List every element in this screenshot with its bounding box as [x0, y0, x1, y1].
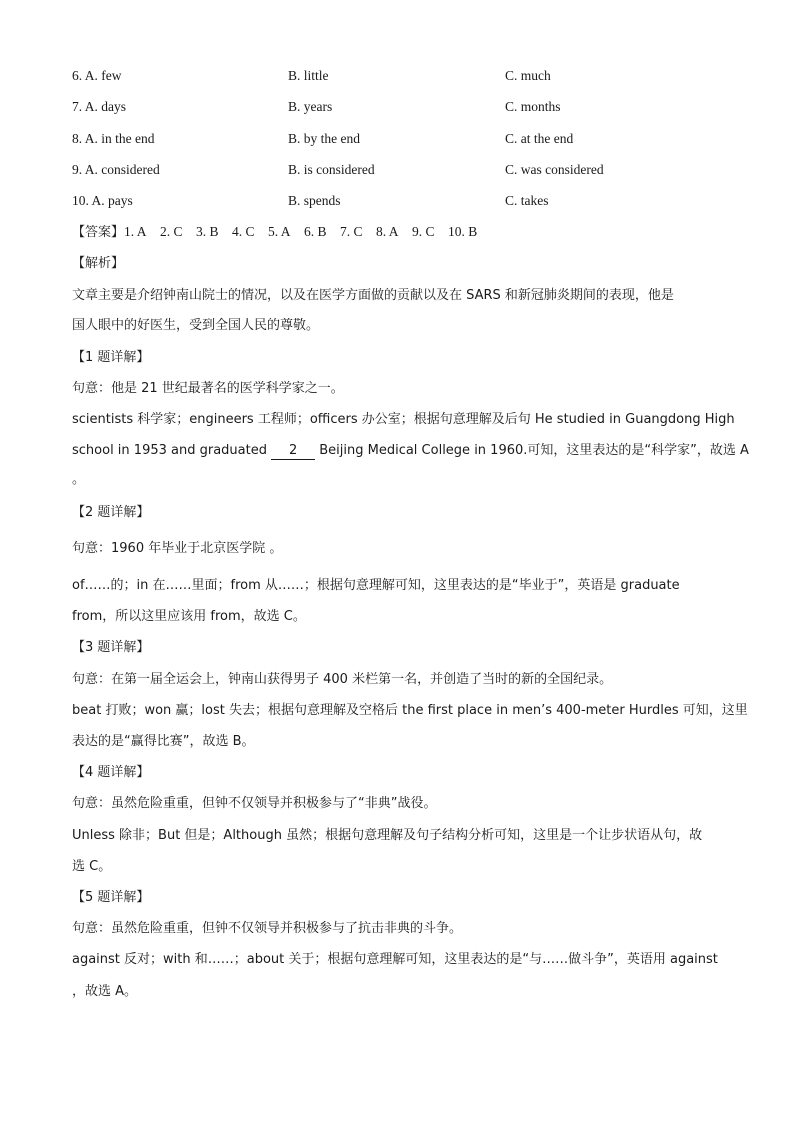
answer-item: 8. A — [376, 224, 399, 239]
option-8-a: 8. A. in the end — [72, 131, 155, 146]
q5-explanation-line: ，故选 A。 — [72, 984, 138, 999]
option-7-b: B. years — [288, 99, 333, 114]
option-8-b: B. by the end — [288, 131, 360, 146]
answer-item: 5. A — [268, 224, 291, 239]
q3-heading: 【3 题详解】 — [72, 640, 150, 655]
option-10-a: 10. A. pays — [72, 193, 133, 208]
answer-item: 1. A — [124, 224, 147, 239]
option-9-b: B. is considered — [288, 162, 375, 177]
q2-explanation-line: from，所以这里应该用 from，故选 C。 — [72, 609, 306, 624]
q4-explanation-line: Unless 除非；But 但是；Although 虽然；根据句意理解及句子结构分析可知，这里是一个让步状语从句，故 — [72, 828, 703, 843]
q4-explanation-line: 选 C。 — [72, 859, 112, 874]
option-row-10 — [72, 191, 732, 211]
analysis-heading: 【解析】 — [72, 256, 125, 271]
option-10-b: B. spends — [288, 193, 341, 208]
option-6-a: 6. A. few — [72, 68, 122, 83]
q1-blank: 2 — [271, 443, 315, 460]
q1-meaning: 句意：他是 21 世纪最著名的医学科学家之一。 — [72, 381, 344, 396]
q5-explanation-line: against 反对；with 和……；about 关于；根据句意理解可知，这里表达的是“与……做斗争”，英语用 against — [72, 952, 718, 967]
option-row-6 — [72, 66, 732, 86]
answer-label: 【答案】 — [72, 225, 125, 240]
option-7-c: C. months — [505, 99, 561, 114]
q1-heading: 【1 题详解】 — [72, 350, 150, 365]
q2-heading: 【2 题详解】 — [72, 505, 150, 520]
option-6-c: C. much — [505, 68, 551, 83]
q5-heading: 【5 题详解】 — [72, 890, 150, 905]
answer-item: 10. B — [448, 224, 478, 239]
option-row-7 — [72, 97, 732, 117]
answer-item: 9. C — [412, 224, 435, 239]
q1-explanation-line: scientists 科学家；engineers 工程师；officers 办公室；根据句意理解及后句 He studied in Guangdong High — [72, 412, 735, 427]
q3-meaning: 句意：在第一届全运会上，钟南山获得男子 400 米栏第一名，并创造了当时的新的全国纪录。 — [72, 672, 613, 687]
q5-meaning: 句意：虽然危险重重，但钟不仅领导并积极参与了抗击非典的斗争。 — [72, 921, 463, 936]
option-row-8 — [72, 129, 732, 149]
answer-item: 2. C — [160, 224, 183, 239]
q4-heading: 【4 题详解】 — [72, 765, 150, 780]
answer-key — [72, 222, 477, 242]
q4-meaning: 句意：虽然危险重重，但钟不仅领导并积极参与了“非典”战役。 — [72, 796, 437, 811]
answer-item: 4. C — [232, 224, 255, 239]
q1-explanation-line: 。 — [72, 472, 86, 487]
q1-line2-pre: school in 1953 and graduated — [72, 443, 272, 458]
option-7-a: 7. A. days — [72, 99, 126, 114]
option-10-c: C. takes — [505, 193, 549, 208]
q2-meaning: 句意：1960 年毕业于北京医学院 。 — [72, 541, 283, 556]
q1-explanation-line — [72, 441, 749, 461]
option-9-c: C. was considered — [505, 162, 604, 177]
answer-item: 3. B — [196, 224, 219, 239]
q1-line2-post: Beijing Medical College in 1960.可知，这里表达的是“科学家”，故选 A — [315, 443, 749, 458]
option-6-b: B. little — [288, 68, 329, 83]
answer-item: 7. C — [340, 224, 363, 239]
analysis-summary-line: 文章主要是介绍钟南山院士的情况，以及在医学方面做的贡献以及在 SARS 和新冠肺炎期间的表现，他是 — [72, 288, 674, 303]
q3-explanation-line: 表达的是“赢得比赛”，故选 B。 — [72, 734, 255, 749]
option-9-a: 9. A. considered — [72, 162, 160, 177]
answer-item: 6. B — [304, 224, 327, 239]
q3-explanation-line: beat 打败；won 赢；lost 失去；根据句意理解及空格后 the first place in men’s 400-meter Hurdles 可知，这里 — [72, 703, 748, 718]
q2-explanation-line: of……的；in 在……里面；from 从……；根据句意理解可知，这里表达的是“毕业于”，英语是 graduate — [72, 578, 680, 593]
option-8-c: C. at the end — [505, 131, 574, 146]
analysis-summary-line: 国人眼中的好医生，受到全国人民的尊敬。 — [72, 318, 320, 333]
option-row-9 — [72, 160, 732, 180]
